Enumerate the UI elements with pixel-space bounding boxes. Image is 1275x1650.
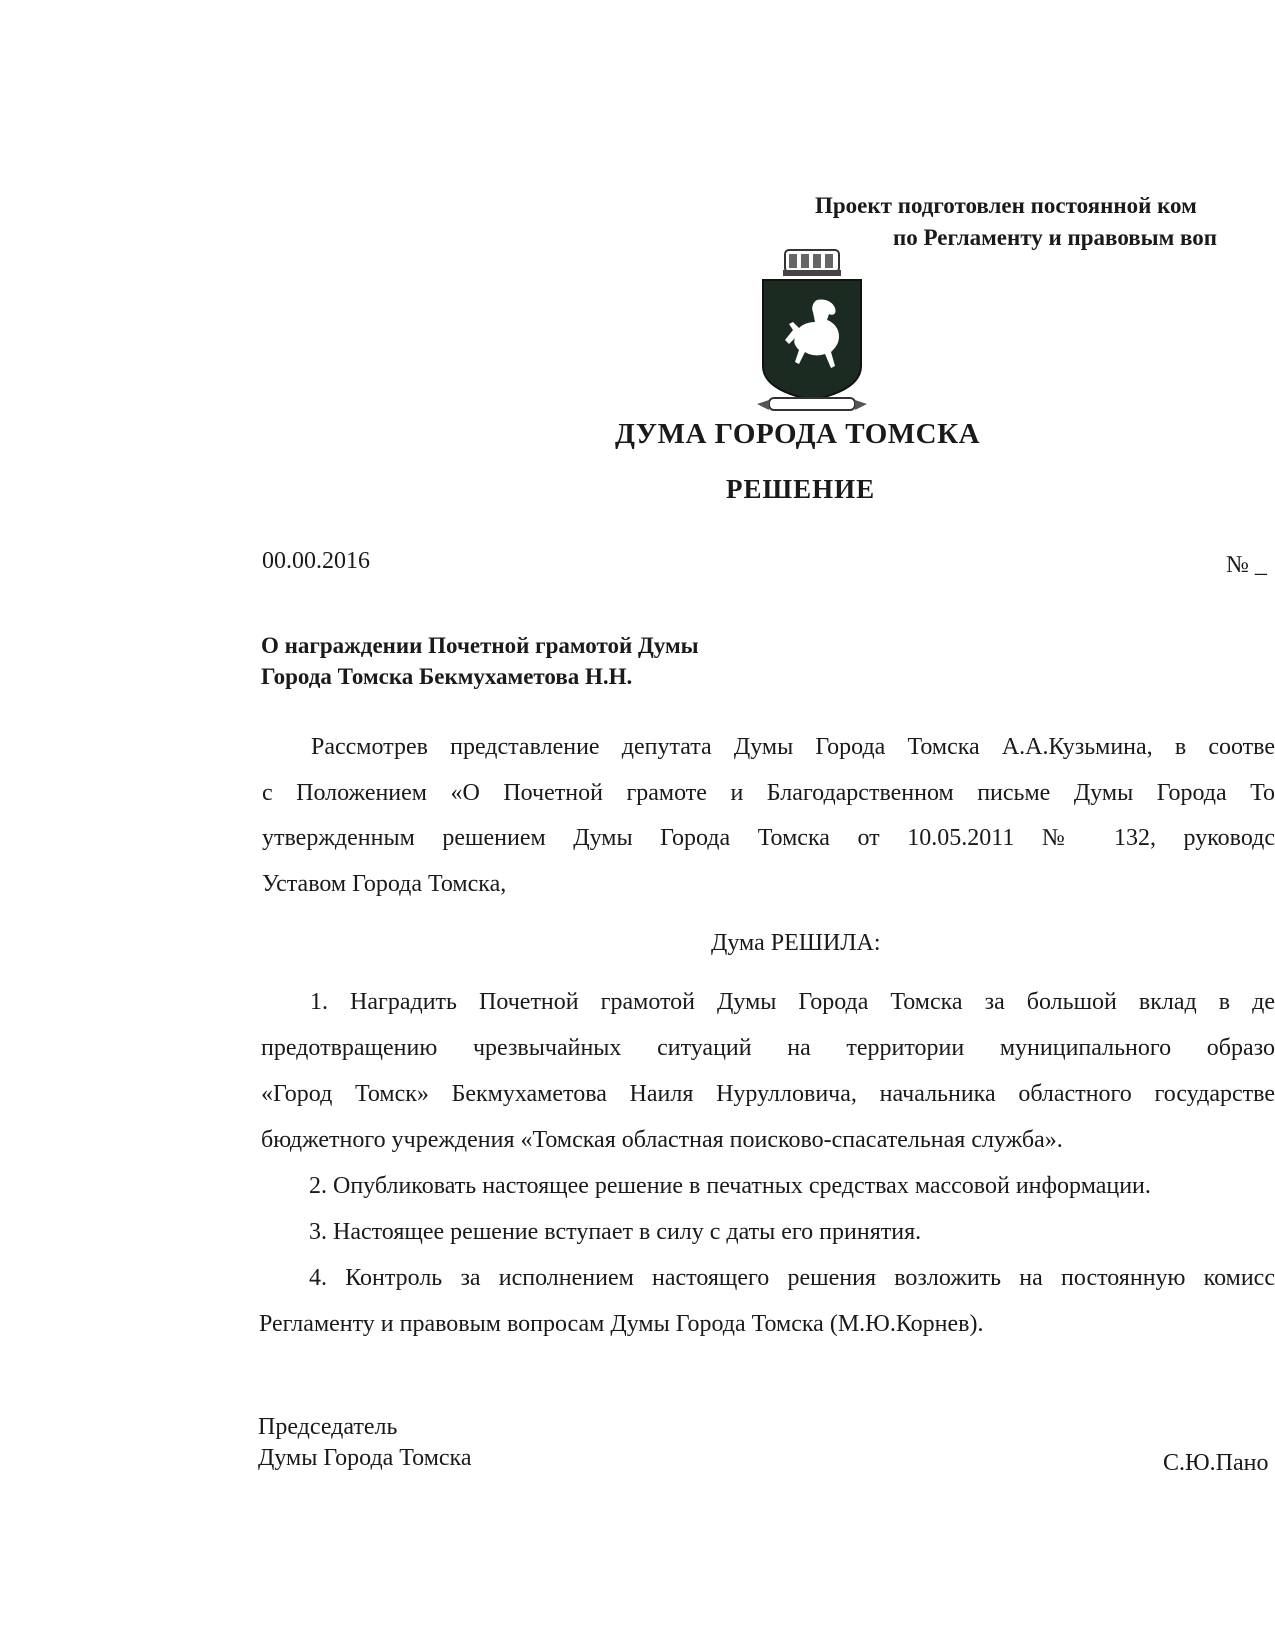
organization-title: ДУМА ГОРОДА ТОМСКА [615, 418, 981, 450]
document-number: № _ [1226, 552, 1267, 578]
subject-line-2: Города Томска Бекмухаметова Н.Н. [261, 664, 633, 689]
preamble-line-3: утвержденным решением Думы Города Томска от 10.05.2011 № 132, руководс [262, 825, 1275, 851]
signature-position-line-1: Председатель [258, 1414, 398, 1440]
document-type: РЕШЕНИЕ [726, 474, 876, 504]
preamble-line-1: Рассмотрев представление депутата Думы Города Томска А.А.Кузьмина, в соотве [311, 734, 1275, 760]
item-4-line-1: 4. Контроль за исполнением настоящего решения возложить на постоянную комисс [309, 1265, 1275, 1291]
preamble-line-2: с Положением «О Почетной грамоте и Благодарственном письме Думы Города То [262, 780, 1275, 806]
item-1-line-1: 1. Наградить Почетной грамотой Думы Города Томска за большой вклад в де [310, 989, 1275, 1015]
prepared-by-line-1: Проект подготовлен постоянной ком [815, 193, 1197, 218]
item-3: 3. Настоящее решение вступает в силу с даты его принятия. [309, 1219, 922, 1245]
signature-name: С.Ю.Пано [1163, 1450, 1269, 1476]
preamble-line-4: Уставом Города Томска, [262, 871, 507, 897]
tomsk-coat-of-arms-icon [755, 248, 869, 418]
item-1-line-3: «Город Томск» Бекмухаметова Наиля Нурулловича, начальника областного государстве [261, 1081, 1275, 1107]
signature-position-line-2: Думы Города Томска [258, 1445, 472, 1471]
prepared-by-line-2: по Регламенту и правовым воп [893, 225, 1218, 250]
item-2: 2. Опубликовать настоящее решение в печатных средствах массовой информации. [309, 1173, 1151, 1199]
crown-icon [783, 250, 841, 276]
decided-heading: Дума РЕШИЛА: [711, 930, 881, 956]
item-4-line-2: Регламенту и правовым вопросам Думы Города Томска (М.Ю.Корнев). [259, 1311, 984, 1337]
document-date: 00.00.2016 [262, 548, 370, 574]
subject-line-1: О награждении Почетной грамотой Думы [261, 633, 699, 658]
item-1-line-4: бюджетного учреждения «Томская областная поисково-спасательная служба». [261, 1127, 1063, 1153]
item-1-line-2: предотвращению чрезвычайных ситуаций на территории муниципального образо [261, 1035, 1275, 1061]
